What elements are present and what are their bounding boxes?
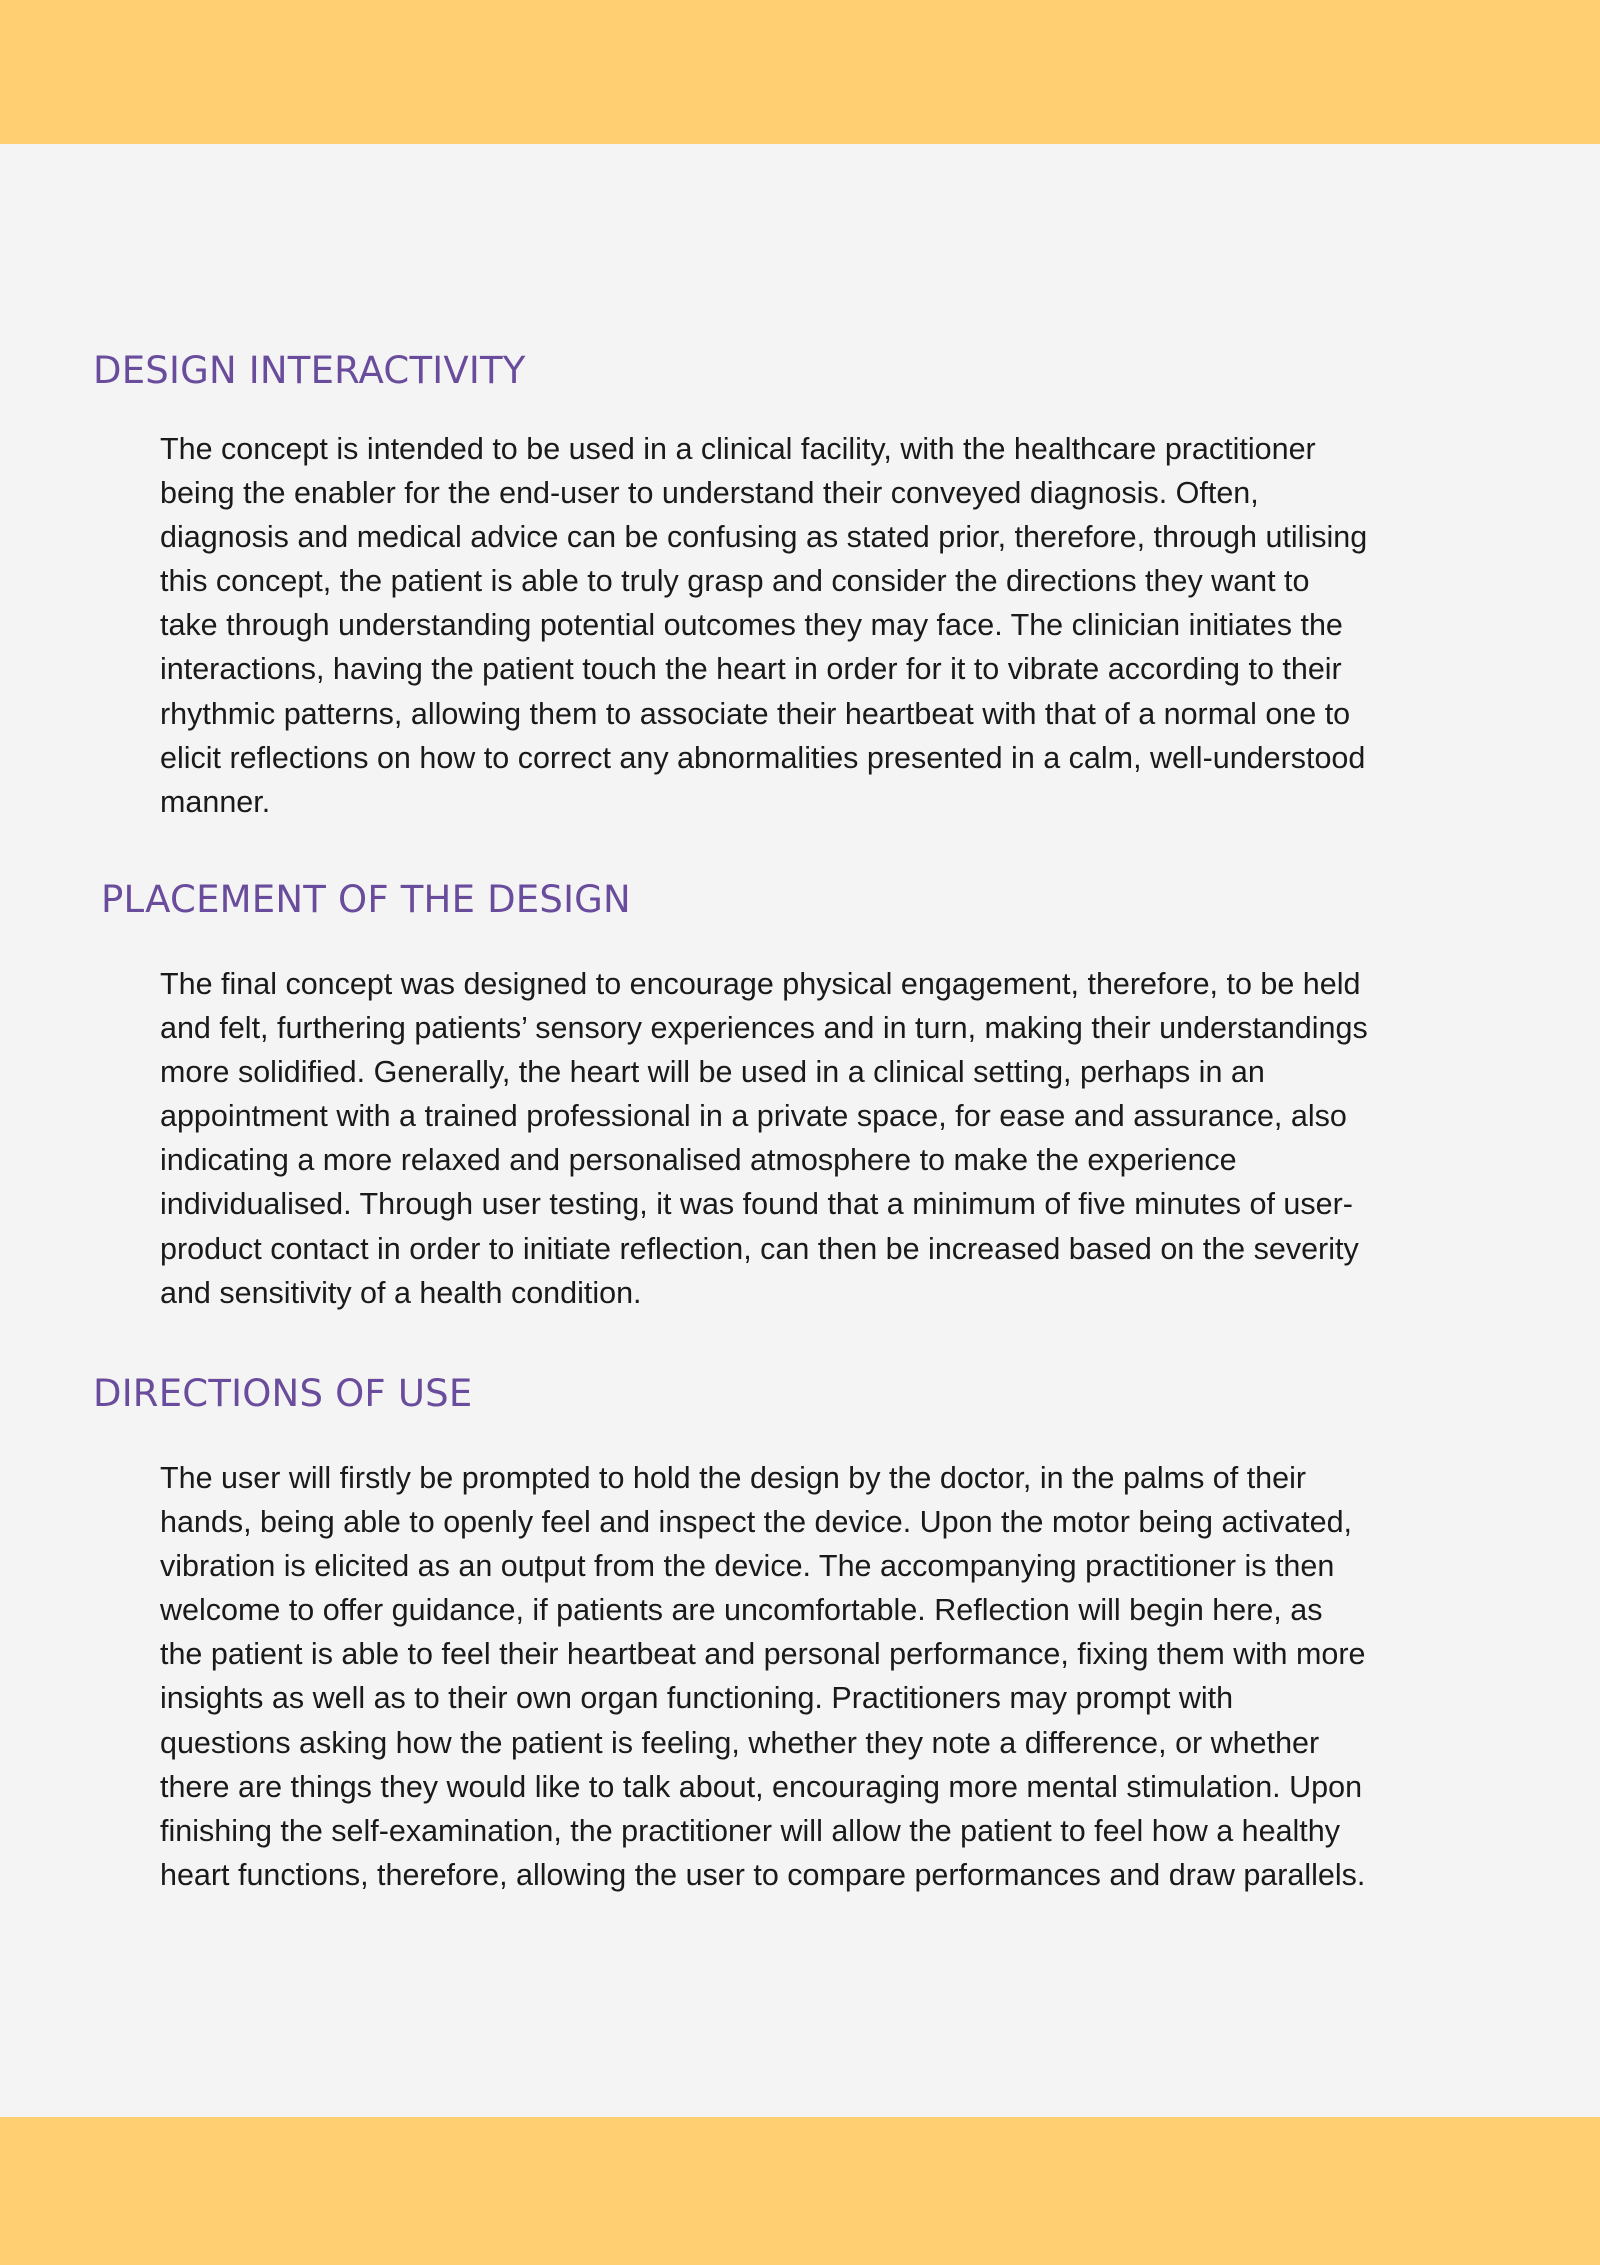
text-line: appointment with a trained professional in a private space, for ease and assurance, also bbox=[160, 1099, 1347, 1134]
text-line: finishing the self-examination, the practitioner will allow the patient to feel how a healthy bbox=[160, 1813, 1340, 1848]
text-line: manner. bbox=[160, 784, 271, 819]
text-line: and felt, furthering patients’ sensory experiences and in turn, making their understandings bbox=[160, 1011, 1368, 1046]
text-line: being the enabler for the end-user to understand their conveyed diagnosis. Often, bbox=[160, 476, 1259, 511]
text-line: The concept is intended to be used in a clinical facility, with the healthcare practitioner bbox=[160, 432, 1316, 466]
text-line: indicating a more relaxed and personalised atmosphere to make the experience bbox=[160, 1143, 1237, 1178]
text-line: insights as well as to their own organ functioning. Practitioners may prompt with bbox=[160, 1681, 1234, 1716]
text-line: take through understanding potential outcomes they may face. The clinician initiates the bbox=[160, 608, 1343, 643]
text-line: questions asking how the patient is feeling, whether they note a difference, or whether bbox=[160, 1725, 1320, 1760]
text-line: welcome to offer guidance, if patients are uncomfortable. Reflection will begin here, as bbox=[160, 1593, 1323, 1628]
text-line: individualised. Through user testing, it was found that a minimum of five minutes of user- bbox=[160, 1187, 1353, 1222]
text-line: hands, being able to openly feel and inspect the device. Upon the motor being activated, bbox=[160, 1505, 1353, 1540]
text-line: this concept, the patient is able to truly grasp and consider the directions they want to bbox=[160, 564, 1310, 599]
bottom-footer-band bbox=[0, 2117, 1600, 2265]
paragraph-design-interactivity bbox=[160, 427, 1460, 824]
text-line: the patient is able to feel their heartbeat and personal performance, fixing them with more bbox=[160, 1637, 1366, 1672]
text-line: heart functions, therefore, allowing the user to compare performances and draw parallels. bbox=[160, 1857, 1366, 1892]
text-line: and sensitivity of a health condition. bbox=[160, 1275, 642, 1310]
paragraph-placement-of-the-design bbox=[160, 962, 1460, 1315]
heading-design-interactivity: DESIGN INTERACTIVITY bbox=[93, 349, 526, 392]
text-line: diagnosis and medical advice can be confusing as stated prior, therefore, through utilising bbox=[160, 520, 1368, 555]
text-line: there are things they would like to talk about, encouraging more mental stimulation. Upon bbox=[160, 1769, 1363, 1804]
text-line: more solidified. Generally, the heart will be used in a clinical setting, perhaps in an bbox=[160, 1055, 1265, 1090]
text-line: vibration is elicited as an output from the device. The accompanying practitioner is then bbox=[160, 1549, 1335, 1584]
text-line: interactions, having the patient touch the heart in order for it to vibrate according to their bbox=[160, 652, 1342, 687]
top-header-band bbox=[0, 0, 1600, 144]
text-line: rhythmic patterns, allowing them to associate their heartbeat with that of a normal one to bbox=[160, 696, 1351, 731]
heading-directions-of-use: DIRECTIONS OF USE bbox=[93, 1372, 473, 1415]
text-line: The final concept was designed to encourage physical engagement, therefore, to be held bbox=[160, 967, 1361, 1001]
text-line: elicit reflections on how to correct any abnormalities presented in a calm, well-understood bbox=[160, 740, 1366, 775]
text-line: product contact in order to initiate reflection, can then be increased based on the severity bbox=[160, 1231, 1359, 1266]
paragraph-directions-of-use bbox=[160, 1456, 1460, 1897]
text-line: The user will firstly be prompted to hold the design by the doctor, in the palms of their bbox=[160, 1461, 1307, 1495]
heading-placement-of-the-design: PLACEMENT OF THE DESIGN bbox=[101, 878, 631, 921]
